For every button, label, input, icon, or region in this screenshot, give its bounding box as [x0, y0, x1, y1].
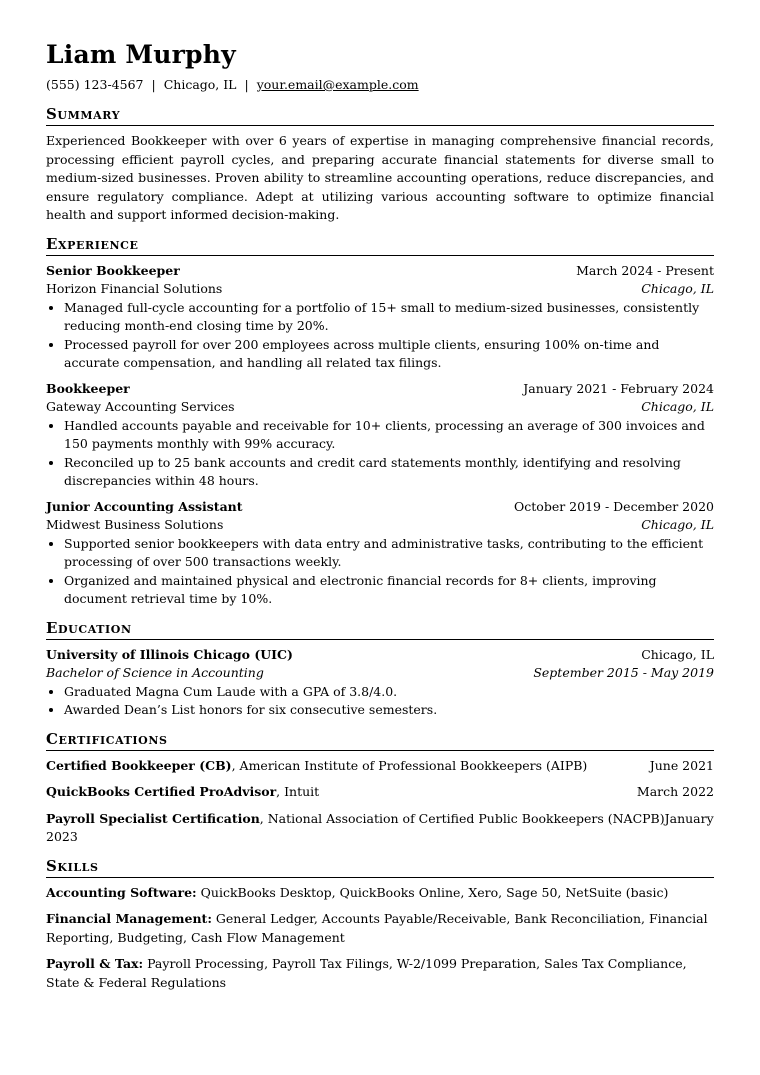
skill-item: [46, 910, 714, 947]
section-title: Certifications: [46, 730, 714, 751]
job-entry: [46, 498, 714, 609]
education-section: [46, 619, 714, 720]
job-role: Junior Accounting Assistant: [46, 498, 243, 514]
certification-date: June 2021: [649, 757, 714, 773]
skill-value: General Ledger, Accounts Payable/Receivable, Bank Reconciliation, Financial Reporting, Budgeting, Cash Flow Management: [46, 911, 708, 945]
job-entry: [46, 380, 714, 491]
experience-section: [46, 235, 714, 609]
summary-section: [46, 105, 714, 225]
job-bullets: [46, 417, 714, 491]
skills-section: [46, 857, 714, 993]
list-item: • Graduated Magna Cum Laude with a GPA of 3.8/4.0.: [64, 683, 714, 702]
job-location: Chicago, IL: [641, 281, 714, 296]
section-title: Summary: [46, 105, 714, 126]
certification-date: March 2022: [636, 784, 714, 799]
certification-name: Payroll Specialist Certification: [46, 810, 260, 826]
education-bullets: [46, 683, 714, 720]
list-item: • Reconciled up to 25 bank accounts and credit card statements monthly, identifying and resolving discrepancies within 48 hours.: [64, 454, 714, 491]
certification-item: [46, 783, 714, 802]
list-item: • Awarded Dean’s List honors for six consecutive semesters.: [64, 701, 714, 720]
job-company: Gateway Accounting Services: [46, 399, 235, 414]
skill-label: Financial Management:: [46, 911, 212, 926]
list-item: • Handled accounts payable and receivable for 10+ clients, processing an average of 300 invoices and 150 payments monthly with 99% accuracy.: [64, 417, 714, 454]
certification-date: January 2023: [46, 810, 714, 844]
school-name: University of Illinois Chicago (UIC): [46, 646, 293, 662]
list-item: • Managed full-cycle accounting for a portfolio of 15+ small to medium-sized businesses, consistently reducing month-end closing time by 20%.: [64, 299, 714, 336]
job-entry: [46, 262, 714, 373]
job-company: Horizon Financial Solutions: [46, 281, 223, 296]
job-dates: January 2021 - February 2024: [523, 380, 714, 396]
certification-name: Certified Bookkeeper (CB): [46, 757, 232, 773]
certifications-section: [46, 730, 714, 847]
separator: |: [151, 77, 156, 92]
school-location: Chicago, IL: [641, 646, 714, 662]
certification-issuer: , Intuit: [276, 784, 320, 799]
summary-text: Experienced Bookkeeper with over 6 years of expertise in managing comprehensive financial records, processing efficient payroll cycles, and preparing accurate financial statements for diverse small to medium-sized businesses. Proven ability to streamline accounting operations, reduce discrepancies, and ensure regulatory compliance. Adept at utilizing various accounting software to optimize financial health and support informed decision-making.: [46, 133, 714, 222]
job-bullets: [46, 535, 714, 609]
skill-item: [46, 955, 714, 992]
location: Chicago, IL: [163, 77, 237, 92]
degree: Bachelor of Science in Accounting: [46, 665, 264, 680]
certification-name: QuickBooks Certified ProAdvisor: [46, 784, 277, 799]
section-title: Education: [46, 619, 714, 640]
certification-issuer: , National Association of Certified Public Bookkeepers (NACPB): [259, 810, 665, 826]
job-bullets: [46, 299, 714, 373]
candidate-name: Liam Murphy: [46, 40, 236, 69]
job-dates: March 2024 - Present: [576, 262, 714, 278]
certification-issuer: , American Institute of Professional Bookkeepers (AIPB): [231, 757, 588, 773]
job-company: Midwest Business Solutions: [46, 517, 224, 532]
skill-label: Accounting Software:: [46, 884, 197, 900]
job-location: Chicago, IL: [641, 517, 714, 532]
job-location: Chicago, IL: [641, 399, 714, 414]
contact-line: [46, 77, 714, 93]
skill-value: Payroll Processing, Payroll Tax Filings, W-2/1099 Preparation, Sales Tax Compliance, State & Federal Regulations: [46, 956, 687, 990]
list-item: • Organized and maintained physical and electronic financial records for 8+ clients, improving document retrieval time by 10%.: [64, 572, 714, 609]
phone-number: (555) 123-4567: [46, 77, 144, 92]
section-title: Skills: [46, 857, 714, 878]
job-role: Bookkeeper: [46, 380, 130, 396]
certification-item: [46, 810, 714, 847]
skill-item: [46, 884, 714, 903]
list-item: • Processed payroll for over 200 employees across multiple clients, ensuring 100% on-time and accurate compensation, and handling all related tax filings.: [64, 336, 714, 373]
email-link[interactable]: your.email@example.com: [256, 77, 419, 92]
skill-label: Payroll & Tax:: [46, 956, 144, 971]
job-dates: October 2019 - December 2020: [514, 498, 714, 514]
job-role: Senior Bookkeeper: [46, 262, 180, 278]
separator: |: [244, 77, 249, 92]
certification-item: [46, 757, 714, 776]
education-dates: September 2015 - May 2019: [533, 665, 714, 680]
section-title: Experience: [46, 235, 714, 256]
list-item: • Supported senior bookkeepers with data entry and administrative tasks, contributing to the efficient processing of over 500 transactions weekly.: [64, 535, 714, 572]
skill-value: QuickBooks Desktop, QuickBooks Online, Xero, Sage 50, NetSuite (basic): [196, 884, 669, 900]
